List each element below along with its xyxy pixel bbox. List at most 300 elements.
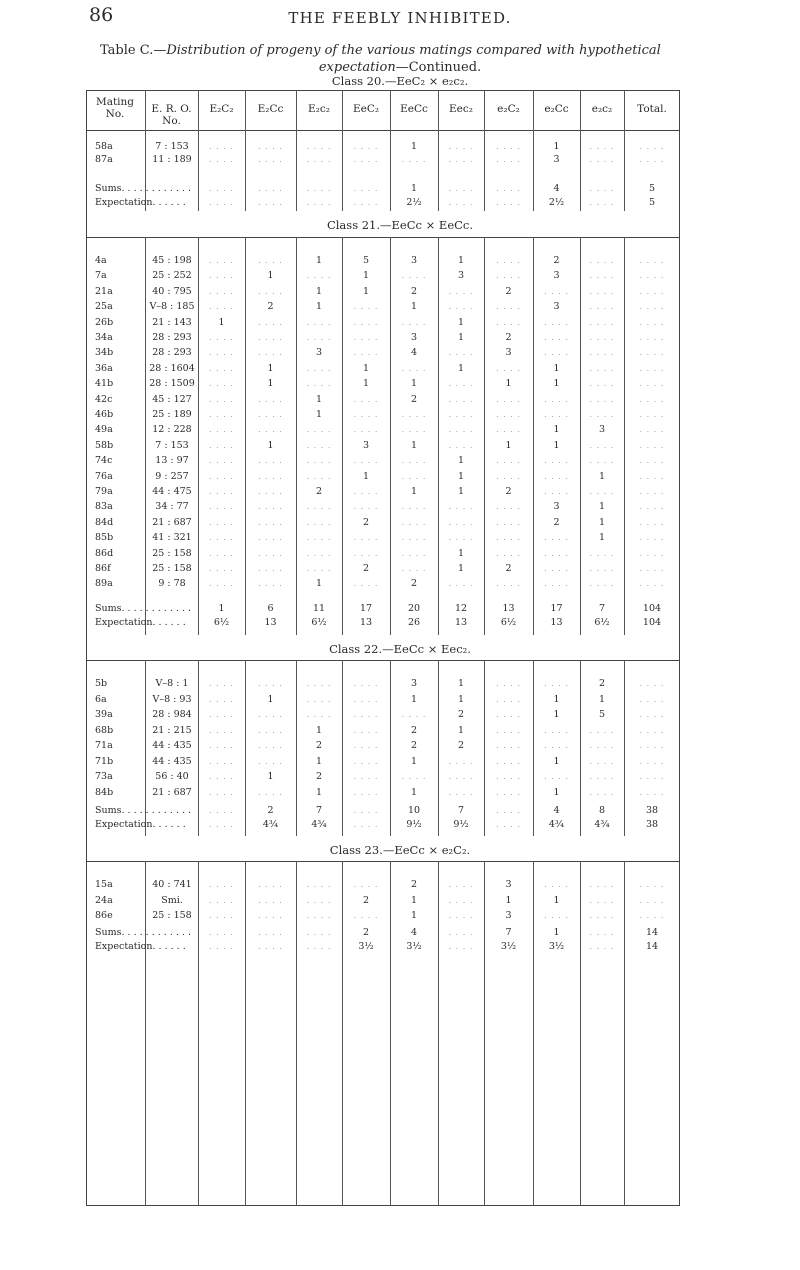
value-cell: 2½ (406, 197, 422, 208)
empty-cell: . . . . (639, 487, 665, 496)
empty-cell: . . . . (209, 880, 234, 889)
empty-cell: . . . . (589, 487, 615, 496)
empty-cell: . . . . (209, 198, 234, 207)
value-cell: 1 (553, 424, 560, 436)
value-cell: 2 (505, 332, 512, 343)
empty-cell: . . . . (639, 679, 665, 688)
empty-cell: . . . . (448, 928, 474, 937)
mating-number: 84d (95, 516, 114, 528)
empty-cell: . . . . (353, 756, 379, 766)
value-cell: 9½ (406, 819, 422, 830)
column-rule (624, 660, 625, 836)
value-cell: 1 (457, 362, 465, 374)
value-cell: 2 (315, 486, 323, 497)
empty-cell: . . . . (306, 271, 332, 281)
empty-cell: . . . . (209, 787, 234, 797)
column-rule (245, 130, 246, 211)
empty-cell: . . . . (306, 564, 332, 573)
empty-cell: . . . . (401, 533, 427, 543)
empty-cell: . . . . (209, 502, 234, 512)
empty-cell: . . . . (258, 741, 283, 750)
column-rule (198, 130, 199, 211)
empty-cell: . . . . (306, 895, 332, 905)
mating-number: 49a (95, 424, 113, 436)
value-cell: 1 (505, 439, 512, 451)
empty-cell: . . . . (258, 487, 283, 496)
empty-cell: . . . . (544, 456, 569, 466)
column-rule (145, 237, 146, 635)
column-header: E₂Cc (257, 103, 284, 115)
value-cell: 2 (505, 563, 512, 574)
empty-cell: . . . . (448, 942, 474, 951)
ero-number: V–8 : 185 (149, 301, 195, 313)
empty-cell: . . . . (258, 895, 283, 905)
value-cell: 2 (362, 894, 370, 906)
empty-cell: . . . . (401, 271, 427, 281)
mating-number: 24a (95, 894, 113, 906)
empty-cell: . . . . (209, 271, 234, 281)
empty-cell: . . . . (639, 694, 665, 704)
empty-cell: . . . . (258, 286, 283, 296)
value-cell: 1 (362, 470, 370, 482)
empty-cell: . . . . (353, 533, 379, 543)
value-cell: 1 (410, 141, 418, 152)
mating-number: 89a (95, 578, 113, 590)
value-cell: 7 (457, 805, 465, 816)
value-cell: 5 (648, 197, 656, 208)
empty-cell: . . . . (258, 184, 283, 193)
empty-cell: . . . . (306, 548, 332, 558)
empty-cell: . . . . (496, 456, 521, 466)
empty-cell: . . . . (209, 895, 234, 905)
empty-cell: . . . . (306, 710, 332, 719)
value-cell: 1 (457, 332, 465, 343)
empty-cell: . . . . (353, 317, 379, 327)
mating-number: 86e (95, 910, 113, 921)
value-cell: 5 (598, 709, 606, 720)
empty-cell: . . . . (353, 820, 379, 829)
empty-cell: . . . . (496, 142, 521, 151)
empty-cell: . . . . (258, 256, 283, 265)
empty-cell: . . . . (209, 928, 234, 937)
value-cell: 1 (315, 285, 323, 297)
empty-cell: . . . . (306, 184, 332, 193)
ero-number: 11 : 189 (152, 154, 192, 165)
value-cell: 1 (457, 455, 465, 467)
value-cell: 1 (553, 141, 560, 152)
value-cell: 1 (457, 470, 465, 482)
empty-cell: . . . . (209, 694, 234, 704)
empty-cell: . . . . (589, 456, 615, 466)
mating-number: 79a (95, 486, 113, 497)
value-cell: 6½ (594, 617, 610, 628)
empty-cell: . . . . (448, 379, 474, 389)
mating-number: 73a (95, 771, 113, 782)
mating-number: 68b (95, 724, 114, 736)
mating-number: 87a (95, 154, 113, 165)
empty-cell: . . . . (448, 155, 474, 164)
value-cell: 4 (410, 927, 418, 938)
empty-cell: . . . . (353, 302, 379, 312)
value-cell: 5 (648, 183, 656, 194)
empty-cell: . . . . (401, 772, 427, 781)
empty-cell: . . . . (258, 710, 283, 719)
empty-cell: . . . . (496, 184, 521, 193)
value-cell: 4 (553, 805, 560, 816)
empty-cell: . . . . (306, 317, 332, 327)
column-rule (580, 90, 581, 130)
value-cell: 1 (553, 378, 560, 390)
empty-cell: . . . . (209, 333, 234, 342)
class-rule (86, 237, 680, 238)
column-rule (624, 130, 625, 211)
value-cell: 2½ (548, 197, 565, 208)
empty-cell: . . . . (639, 710, 665, 719)
value-cell: 1 (457, 486, 465, 497)
column-rule (296, 861, 297, 1206)
empty-cell: . . . . (353, 155, 379, 164)
value-cell: 3½ (406, 941, 422, 952)
column-rule (390, 660, 391, 836)
empty-cell: . . . . (209, 410, 234, 419)
empty-cell: . . . . (258, 579, 283, 589)
empty-cell: . . . . (589, 895, 615, 905)
empty-cell: . . . . (639, 895, 665, 905)
mating-number: 7a (95, 270, 107, 282)
empty-cell: . . . . (209, 425, 234, 435)
empty-cell: . . . . (209, 142, 234, 151)
empty-cell: . . . . (496, 579, 521, 589)
value-cell: 1 (267, 270, 274, 282)
empty-cell: . . . . (544, 548, 569, 558)
value-cell: 6 (267, 603, 274, 614)
empty-cell: . . . . (258, 725, 283, 735)
column-rule (484, 237, 485, 635)
column-header: E. R. O. No. (151, 103, 192, 127)
value-cell: 13 (264, 617, 277, 628)
empty-cell: . . . . (448, 517, 474, 527)
ero-number: 13 : 97 (155, 455, 189, 467)
class-rule (86, 660, 680, 661)
value-cell: 17 (359, 603, 373, 614)
column-header: Total. (637, 103, 667, 115)
empty-cell: . . . . (639, 502, 665, 512)
empty-cell: . . . . (306, 333, 332, 342)
value-cell: 1 (505, 378, 512, 390)
empty-cell: . . . . (353, 142, 379, 151)
empty-cell: . . . . (589, 363, 615, 373)
value-cell: 1 (315, 786, 323, 798)
value-cell: 3 (410, 678, 418, 689)
empty-cell: . . . . (209, 256, 234, 265)
empty-cell: . . . . (306, 471, 332, 481)
empty-cell: . . . . (209, 579, 234, 589)
empty-cell: . . . . (589, 787, 615, 797)
empty-cell: . . . . (639, 379, 665, 389)
empty-cell: . . . . (258, 928, 283, 937)
column-rule (145, 90, 146, 130)
sums-label: Sums. . . . . . . . . . . . (95, 603, 191, 614)
value-cell: 14 (645, 927, 659, 938)
value-cell: 3½ (548, 941, 565, 952)
empty-cell: . . . . (639, 425, 665, 435)
empty-cell: . . . . (353, 184, 379, 193)
ero-number: 21 : 143 (152, 316, 192, 328)
empty-cell: . . . . (639, 548, 665, 558)
empty-cell: . . . . (258, 142, 283, 151)
value-cell: 13 (454, 617, 468, 628)
ero-number: 25 : 252 (152, 270, 192, 282)
empty-cell: . . . . (209, 564, 234, 573)
empty-cell: . . . . (209, 911, 234, 920)
value-cell: 13 (502, 603, 515, 614)
value-cell: 2 (362, 516, 370, 528)
empty-cell: . . . . (209, 155, 234, 164)
empty-cell: . . . . (639, 271, 665, 281)
value-cell: 14 (645, 941, 659, 952)
empty-cell: . . . . (639, 256, 665, 265)
empty-cell: . . . . (544, 880, 569, 889)
empty-cell: . . . . (496, 548, 521, 558)
column-rule (484, 130, 485, 211)
mating-number: 42c (95, 393, 113, 405)
value-cell: 1 (362, 362, 370, 374)
empty-cell: . . . . (306, 679, 332, 688)
column-rule (438, 237, 439, 635)
ero-number: 9 : 257 (155, 470, 189, 482)
column-header: e₂Cc (544, 103, 569, 115)
value-cell: 3 (505, 347, 512, 359)
ero-number: 28 : 293 (152, 347, 192, 359)
mating-number: 15a (95, 879, 113, 890)
column-header: Mating No. (95, 96, 135, 120)
empty-cell: . . . . (306, 155, 332, 164)
value-cell: 1 (457, 678, 465, 689)
column-rule (484, 90, 485, 130)
empty-cell: . . . . (496, 806, 521, 815)
empty-cell: . . . . (639, 363, 665, 373)
empty-cell: . . . . (448, 425, 474, 435)
mating-number: 84b (95, 786, 114, 798)
empty-cell: . . . . (544, 410, 569, 419)
value-cell: 1 (457, 255, 465, 266)
empty-cell: . . . . (401, 502, 427, 512)
class-title: Class 23.—EeCc × e₂C₂. (329, 843, 471, 857)
column-rule (624, 237, 625, 635)
sums-label: Sums. . . . . . . . . . . . (95, 805, 191, 816)
value-cell: 7 (598, 603, 606, 614)
empty-cell: . . . . (639, 772, 665, 781)
value-cell: 13 (550, 617, 563, 628)
empty-cell: . . . . (306, 911, 332, 920)
value-cell: 1 (457, 563, 465, 574)
empty-cell: . . . . (401, 517, 427, 527)
empty-cell: . . . . (401, 710, 427, 719)
empty-cell: . . . . (306, 533, 332, 543)
empty-cell: . . . . (496, 772, 521, 781)
value-cell: 1 (315, 578, 323, 590)
value-cell: 3½ (358, 941, 374, 952)
ero-number: 25 : 158 (152, 563, 192, 574)
mating-number: 76a (95, 470, 113, 482)
value-cell: 1 (553, 786, 560, 798)
column-rule (390, 90, 391, 130)
empty-cell: . . . . (496, 741, 521, 750)
empty-cell: . . . . (448, 302, 474, 312)
value-cell: 17 (550, 603, 563, 614)
value-cell: 4¾ (311, 819, 327, 830)
column-rule (580, 130, 581, 211)
empty-cell: . . . . (589, 440, 615, 450)
empty-cell: . . . . (448, 198, 474, 207)
empty-cell: . . . . (589, 756, 615, 766)
empty-cell: . . . . (353, 456, 379, 466)
value-cell: 2 (505, 486, 512, 497)
ero-number: 7 : 153 (155, 439, 189, 451)
empty-cell: . . . . (258, 942, 283, 951)
empty-cell: . . . . (209, 302, 234, 312)
sums-label: Sums. . . . . . . . . . . . (95, 183, 191, 194)
empty-cell: . . . . (306, 142, 332, 151)
empty-cell: . . . . (258, 548, 283, 558)
empty-cell: . . . . (209, 456, 234, 466)
empty-cell: . . . . (353, 348, 379, 358)
caption-text: Distribution of progeny of the various matings compared with hypothetical (166, 43, 661, 58)
empty-cell: . . . . (589, 198, 615, 207)
value-cell: 4¾ (594, 819, 610, 830)
empty-cell: . . . . (589, 256, 615, 265)
class-title: Class 22.—EeCc × Eec₂. (329, 642, 471, 656)
value-cell: 1 (553, 709, 560, 720)
empty-cell: . . . . (589, 155, 615, 164)
value-cell: 3 (410, 332, 418, 343)
value-cell: 38 (645, 819, 659, 830)
empty-cell: . . . . (401, 425, 427, 435)
value-cell: 7 (505, 927, 512, 938)
empty-cell: . . . . (448, 184, 474, 193)
value-cell: 1 (267, 693, 274, 705)
empty-cell: . . . . (258, 198, 283, 207)
empty-cell: . . . . (258, 564, 283, 573)
column-rule (580, 861, 581, 1206)
value-cell: 1 (410, 486, 418, 497)
empty-cell: . . . . (209, 471, 234, 481)
empty-cell: . . . . (496, 710, 521, 719)
value-cell: 1 (218, 603, 225, 614)
empty-cell: . . . . (589, 579, 615, 589)
value-cell: 1 (218, 316, 225, 328)
empty-cell: . . . . (353, 911, 379, 920)
empty-cell: . . . . (639, 142, 665, 151)
value-cell: 1 (267, 362, 274, 374)
empty-cell: . . . . (589, 564, 615, 573)
ero-number: 28 : 984 (152, 709, 192, 720)
empty-cell: . . . . (639, 533, 665, 543)
column-rule (296, 90, 297, 130)
empty-cell: . . . . (209, 548, 234, 558)
empty-cell: . . . . (639, 394, 665, 404)
empty-cell: . . . . (639, 911, 665, 920)
value-cell: 3 (505, 879, 512, 890)
empty-cell: . . . . (209, 679, 234, 688)
column-rule (342, 237, 343, 635)
value-cell: 1 (410, 755, 418, 767)
ero-number: V–8 : 93 (152, 693, 192, 705)
empty-cell: . . . . (496, 198, 521, 207)
empty-cell: . . . . (639, 456, 665, 466)
value-cell: 2 (457, 740, 465, 751)
value-cell: 13 (359, 617, 373, 628)
ero-number: 56 : 40 (155, 771, 189, 782)
empty-cell: . . . . (639, 564, 665, 573)
value-cell: 2 (410, 879, 418, 890)
column-rule (145, 861, 146, 1206)
empty-cell: . . . . (353, 806, 379, 815)
value-cell: 2 (598, 678, 606, 689)
column-rule (342, 130, 343, 211)
mating-number: 6a (95, 693, 107, 705)
empty-cell: . . . . (589, 271, 615, 281)
mating-number: 36a (95, 362, 113, 374)
ero-number: 9 : 78 (158, 578, 186, 590)
empty-cell: . . . . (496, 756, 521, 766)
value-cell: 1 (315, 724, 323, 736)
empty-cell: . . . . (353, 772, 379, 781)
empty-cell: . . . . (448, 895, 474, 905)
empty-cell: . . . . (401, 471, 427, 481)
value-cell: 1 (598, 516, 606, 528)
column-header: E₂C₂ (209, 103, 234, 115)
value-cell: 4 (410, 347, 418, 359)
value-cell: 8 (598, 805, 606, 816)
mating-number: 71a (95, 740, 113, 751)
mating-number: 86f (95, 563, 111, 574)
class-title: Class 20.—EeC₂ × e₂c₂. (331, 74, 469, 88)
value-cell: 9½ (453, 819, 469, 830)
value-cell: 5 (362, 255, 370, 266)
empty-cell: . . . . (639, 471, 665, 481)
value-cell: 4¾ (262, 819, 279, 830)
value-cell: 3 (362, 439, 370, 451)
empty-cell: . . . . (258, 333, 283, 342)
ero-number: 21 : 687 (152, 786, 192, 798)
empty-cell: . . . . (353, 579, 379, 589)
empty-cell: . . . . (353, 710, 379, 719)
empty-cell: . . . . (639, 348, 665, 358)
empty-cell: . . . . (209, 820, 234, 829)
column-rule (624, 861, 625, 1206)
empty-cell: . . . . (589, 286, 615, 296)
empty-cell: . . . . (353, 425, 379, 435)
mating-number: 86d (95, 547, 114, 559)
expectation-label: Expectation. . . . . . (95, 197, 186, 208)
empty-cell: . . . . (589, 928, 615, 937)
value-cell: 2 (410, 740, 418, 751)
table-caption-line-2 (0, 60, 800, 75)
column-header: e₂C₂ (497, 103, 520, 115)
empty-cell: . . . . (639, 155, 665, 164)
value-cell: 1 (362, 270, 370, 282)
empty-cell: . . . . (544, 333, 569, 342)
empty-cell: . . . . (258, 471, 283, 481)
value-cell: 3 (457, 270, 465, 282)
empty-cell: . . . . (258, 425, 283, 435)
value-cell: 2 (553, 255, 560, 266)
column-header: EeC₂ (352, 103, 380, 115)
value-cell: 38 (645, 805, 659, 816)
column-rule (438, 861, 439, 1206)
value-cell: 2 (362, 563, 370, 574)
